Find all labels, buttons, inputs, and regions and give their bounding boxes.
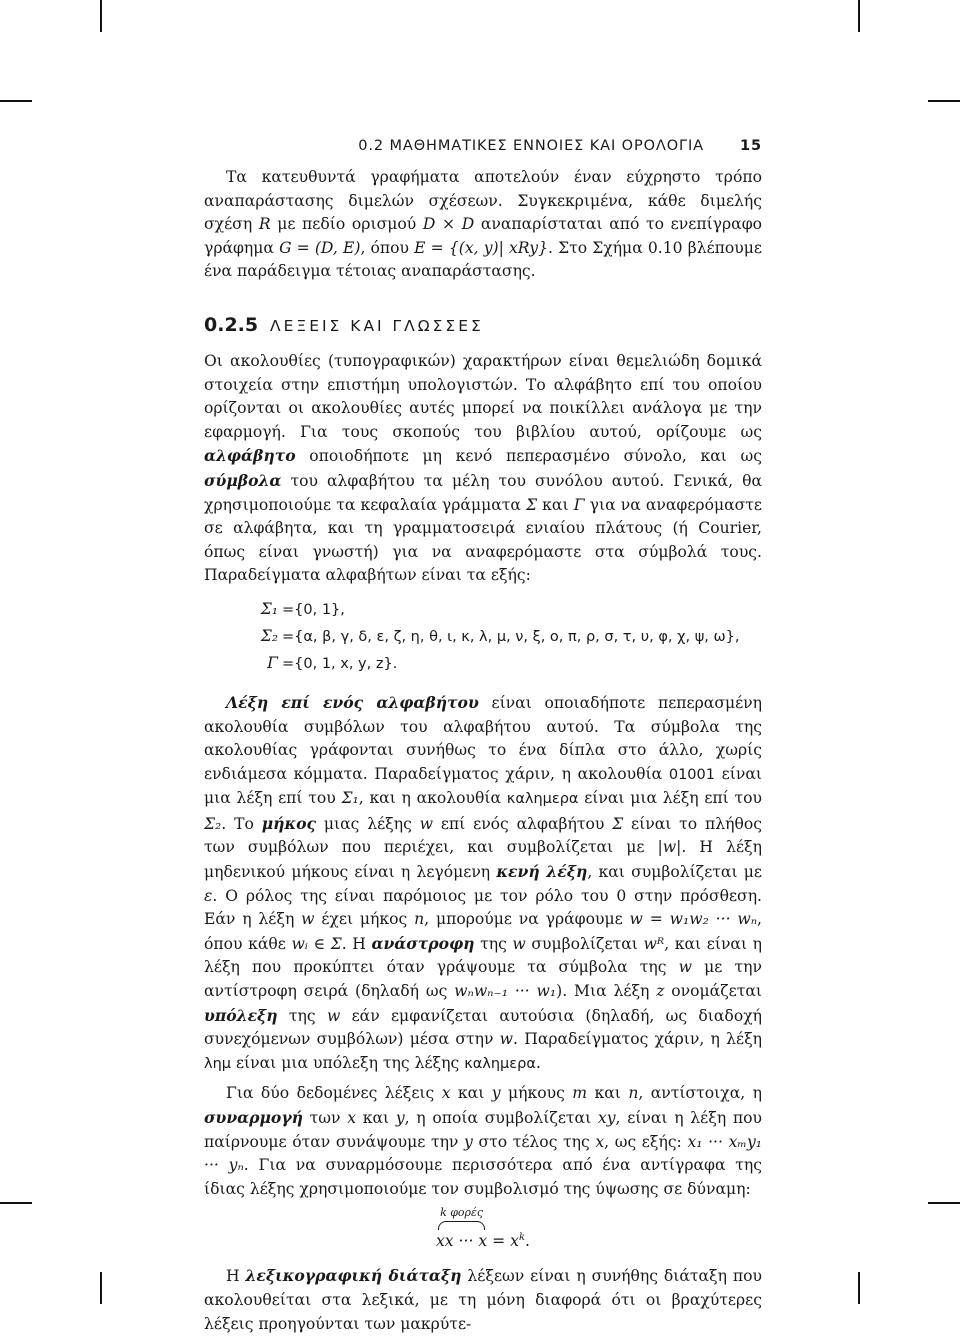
crop-mark-top-right	[858, 0, 860, 32]
term-concatenation: συναρμογή	[204, 1108, 303, 1127]
crop-mark-top-left	[100, 0, 102, 32]
crop-mark-left-lower	[0, 1202, 32, 1204]
term-empty-word: κενή λέξη	[496, 862, 588, 882]
section-number: 0.2.5	[204, 313, 259, 336]
crop-mark-left-upper	[0, 100, 32, 102]
equation-gamma: Γ ={0, 1, x, y, z}.	[267, 653, 398, 672]
term-reverse: ανάστροφη	[371, 933, 475, 953]
intro-paragraph: Τα κατευθυντά γραφήματα αποτελούν έναν εύχρηστο τρόπο αναπαράστασης διμελών σχέσεων. Συγκεκριμένα, κάθε διμελής σχέση R με πεδίο ορισμού D × D αναπαρίσταται από το ενεπίγραφο γράφημα G = (D, E), όπου E = {(x, y)| xRy}. Στο Σχήμα 0.10 βλέπουμε ένα παράδειγμα τέτοιας αναπαράστασης.	[204, 168, 763, 281]
page-content	[204, 138, 762, 1336]
running-head-title: 0.2 ΜΑΘΗΜΑΤΙΚΕΣ ΕΝΝΟΙΕΣ ΚΑΙ ΟΡΟΛΟΓΙΑ	[358, 138, 705, 154]
term-lexicographic-order: λεξικογραφική διάταξη	[245, 1266, 462, 1286]
brace-label: k φορές	[440, 1206, 484, 1220]
alphabet-equations	[234, 600, 762, 681]
section-heading	[204, 314, 762, 336]
page-number: 15	[740, 138, 762, 154]
crop-mark-bottom-right	[858, 1272, 860, 1304]
crop-mark-right-upper	[928, 100, 960, 102]
term-subword: υπόλεξη	[204, 1005, 278, 1025]
repeated-word: xx ··· x	[436, 1232, 488, 1251]
overbrace	[438, 1221, 485, 1230]
paragraph-words: Λέξη επί ενός αλφαβήτου είναι οποιαδήποτε πεπερασμένη ακολουθία συμβόλων του αλφαβήτου αυτού. Τα σύμβολα της ακολουθίας γράφονται συνήθως το ένα δίπλα στο άλλο, χωρίς ενδιάμεσα κόμματα. Παραδείγματος χάριν, η ακολουθία 01001 είναι μια λέξη επί του Σ₁, και η ακολουθία καλημερα είναι μια λέξη επί του Σ₂. Το μήκος μιας λέξης w επί ενός αλφαβήτου Σ είναι το πλήθος των συμβόλων που περιέχει, και συμβολίζεται με |w|. Η λέξη μηδενικού μήκους είναι η λεγόμενη κενή λέξη, και συμβολίζεται με ε. Ο ρόλος της είναι παρόμοιος με τον ρόλο του 0 στην πρόσθεση. Εάν η λέξη w έχει μήκος n, μπορούμε να γράφουμε w = w₁w₂ ··· wₙ, όπου κάθε wᵢ ∈ Σ. Η ανάστροφη της w συμβολίζεται wᴿ, και είναι η λέξη που προκύπτει όταν γράψουμε τα σύμβολα της w με την αντίστροφη σειρά (δηλαδή ως wₙwₙ₋₁ ··· w₁). Μια λέξη z ονομάζεται υπόλεξη της w εάν εμφανίζεται αυτούσια (δηλαδή, ως διαδοχή συνεχόμενων συμβόλων) μέσα στην w. Παραδείγματος χάριν, η λέξη λημ είναι μια υπόλεξη της λέξης καλημερα.	[204, 692, 763, 1072]
paragraph-concatenation: Για δύο δεδομένες λέξεις x και y μήκους m και n, αντίστοιχα, η συναρμογή των x και y, η οποία συμβολίζεται xy, είναι η λέξη που παίρνουμε όταν συνάψουμε την y στο τέλος της x, ως εξής: x₁ ··· xₘy₁ ··· yₙ. Για να συναρμόσουμε περισσότερα από ένα αντίγραφα της ίδιας λέξης χρησιμοποιούμε τον συμβολισμό της ύψωσης σε δύναμη:	[204, 1084, 763, 1198]
power-equation: k φορές xx ··· $x = x^k$.	[436, 1206, 530, 1251]
overbrace-group	[436, 1207, 487, 1250]
crop-mark-right-lower	[928, 1202, 960, 1204]
term-alphabet: αλφάβητο	[204, 446, 296, 466]
term-word: Λέξη επί ενός αλφαβήτου	[226, 692, 479, 712]
running-head	[204, 138, 762, 166]
equation-sigma2: Σ₂ ={α, β, γ, δ, ε, ζ, η, θ, ι, κ, λ, μ, ν, ξ, ο, π, ρ, σ, τ, υ, φ, χ, ψ, ω},	[260, 626, 740, 645]
term-length: μήκος	[261, 813, 317, 833]
term-symbols: σύμβολα	[204, 470, 282, 490]
section-title: ΛΕΞΕΙΣ ΚΑΙ ΓΛΩΣΣΕΣ	[270, 316, 484, 335]
equation-sigma1: Σ₁ ={0, 1},	[260, 599, 345, 618]
paragraph-lexicographic: Η λεξικογραφική διάταξη λέξεων είναι η συνήθης διάταξη που ακολουθείται στα λεξικά, με τη μόνη διαφορά ότι οι βραχύτερες λέξεις προηγούνται των μακρύτε-	[204, 1266, 763, 1333]
crop-mark-bottom-left	[100, 1272, 102, 1304]
paragraph-alphabets: Οι ακολουθίες (τυπογραφικών) χαρακτήρων είναι θεμελιώδη δομικά στοιχεία στην επιστήμη υπολογιστών. Το αλφάβητο επί του οποίου ορίζονται οι ακολουθίες αυτές μπορεί να ποικίλλει ανάλογα με την εφαρμογή. Για τους σκοπούς του βιβλίου αυτού, ορίζουμε ως αλφάβητο οποιοδήποτε μη κενό πεπερασμένο σύνολο, και ως σύμβολα του αλφαβήτου τα μέλη του συνόλου αυτού. Γενικά, θα χρησιμοποιούμε τα κεφαλαία γράμματα Σ και Γ για να αναφερόμαστε σε αλφάβητα, και τη γραμματοσειρά ενιαίου πλάτους (ή Courier, όπως είναι γνωστή) για να αναφερόμαστε στα σύμβολά τους. Παραδείγματα αλφαβήτων είναι τα εξής:	[204, 351, 762, 585]
